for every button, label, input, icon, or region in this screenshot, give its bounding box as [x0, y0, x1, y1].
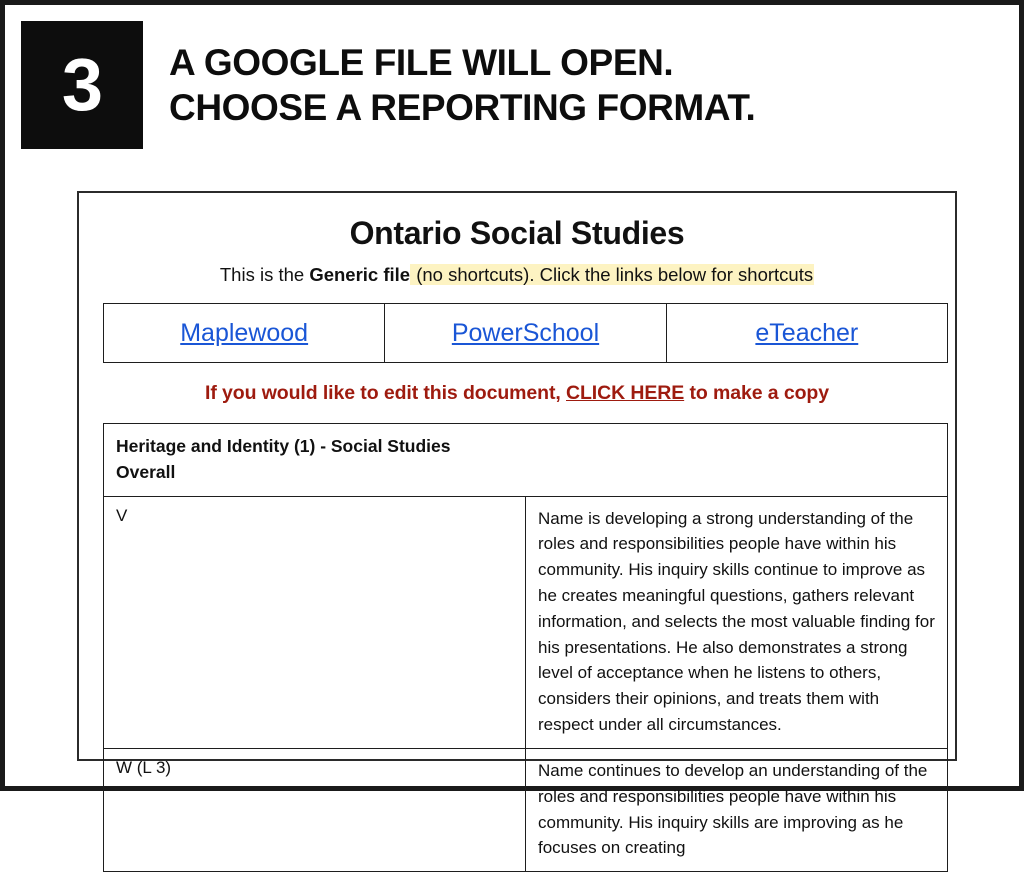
edit-copy-notice: [103, 382, 931, 405]
link-cell-maplewood[interactable]: [104, 304, 385, 363]
link-eteacher[interactable]: eTeacher: [755, 318, 859, 347]
slide-header: [21, 21, 1001, 149]
link-maplewood[interactable]: Maplewood: [180, 318, 309, 347]
subtitle-text-before: This is the: [219, 264, 310, 285]
table-row: [104, 304, 948, 363]
link-powerschool[interactable]: PowerSchool: [451, 318, 600, 347]
section-header-cell: [104, 424, 948, 497]
step-number-badge: [21, 21, 143, 149]
heading-line-1: A GOOGLE FILE WILL OPEN.: [169, 41, 674, 83]
section-title: Heritage and Identity (1) - Social Studies: [116, 436, 451, 456]
click-here-link[interactable]: CLICK HERE: [566, 382, 685, 404]
document-subtitle: [103, 264, 931, 286]
link-cell-powerschool[interactable]: [385, 304, 666, 363]
document-title: Ontario Social Studies: [349, 215, 685, 251]
step-number: 3: [61, 43, 103, 126]
edit-notice-before: If you would like to edit this document,: [205, 382, 566, 404]
section-subtitle: Overall: [116, 462, 176, 483]
link-cell-eteacher[interactable]: [666, 304, 947, 363]
heading-block: [143, 21, 1001, 149]
heading-line-2: CHOOSE A REPORTING FORMAT.: [169, 87, 756, 128]
table-header-row: [104, 424, 948, 497]
row-code: W (L 3): [104, 748, 526, 871]
table-row: [104, 748, 948, 871]
row-comment-text: Name continues to develop an understanding of the roles and responsibilities people have within his community. His inquiry skills are improving as he focuses on creating: [526, 748, 948, 871]
edit-notice-after: to make a copy: [684, 382, 829, 404]
subtitle-text-after: (no shortcuts). Click the links below for shortcuts: [411, 264, 814, 285]
google-doc-screenshot: [77, 191, 957, 858]
comments-table: [103, 423, 948, 872]
row-comment-text: Name is developing a strong understanding of the roles and responsibilities people have within his community. His inquiry skills continue to improve as he creates meaningful questions, gathers relevant information, and selects the most valuable finding for his presentations. He also demonstrates a strong level of acceptance when he listens to others, considers their opinions, and treats them with respect under all circumstances.: [526, 496, 948, 748]
format-links-table: [103, 303, 948, 363]
row-code: V: [104, 496, 526, 748]
table-row: [104, 496, 948, 748]
subtitle-bold-text: Generic file: [309, 264, 411, 285]
